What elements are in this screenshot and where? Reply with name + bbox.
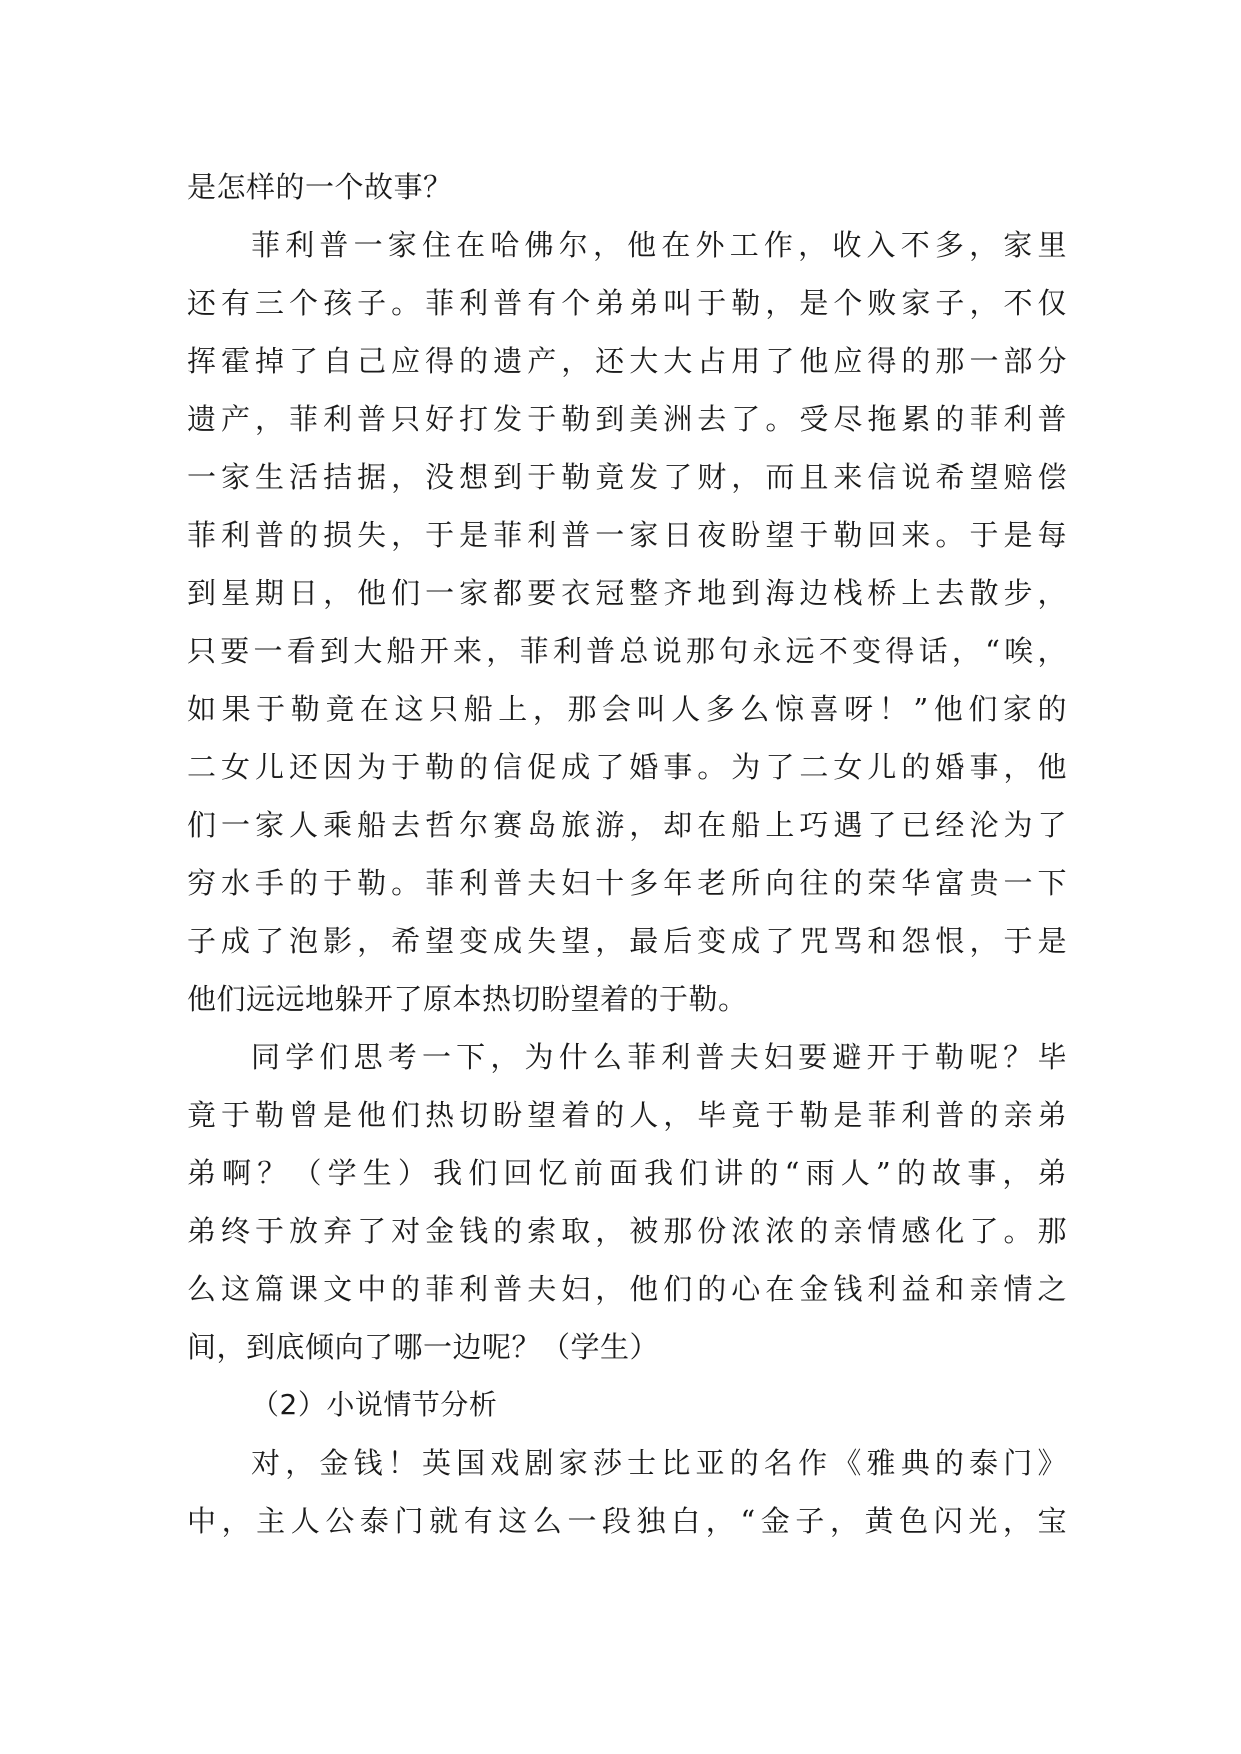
text-line: 弟啊？（学生）我们回忆前面我们讲的“雨人”的故事，弟: [187, 1156, 1067, 1190]
paragraph-first-line: 菲利普一家住在哈佛尔，他在外工作，收入不多，家里: [251, 228, 1067, 262]
text-line: 一家生活拮据，没想到于勒竟发了财，而且来信说希望赔偿: [187, 460, 1067, 494]
text-line: 弟终于放弃了对金钱的索取，被那份浓浓的亲情感化了。那: [187, 1214, 1067, 1248]
section-heading: （2）小说情节分析: [251, 1388, 498, 1421]
body-text: [187, 158, 1067, 1550]
paragraph-first-line: 同学们思考一下，为什么菲利普夫妇要避开于勒呢？毕: [251, 1040, 1067, 1074]
text-line: 竟于勒曾是他们热切盼望着的人，毕竟于勒是菲利普的亲弟: [187, 1098, 1067, 1132]
text-line: 他们远远地躲开了原本热切盼望着的于勒。: [187, 982, 748, 1016]
text-line: 到星期日，他们一家都要衣冠整齐地到海边栈桥上去散步，: [187, 576, 1067, 610]
text-line: 只要一看到大船开来，菲利普总说那句永远不变得话，“唉，: [187, 634, 1067, 668]
text-line: 还有三个孩子。菲利普有个弟弟叫于勒，是个败家子，不仅: [187, 286, 1067, 320]
text-line: 子成了泡影，希望变成失望，最后变成了咒骂和怨恨，于是: [187, 924, 1067, 958]
text-line: 遗产，菲利普只好打发于勒到美洲去了。受尽拖累的菲利普: [187, 402, 1067, 436]
text-line: 如果于勒竟在这只船上，那会叫人多么惊喜呀！”他们家的: [187, 692, 1067, 726]
text-line: 么这篇课文中的菲利普夫妇，他们的心在金钱利益和亲情之: [187, 1272, 1067, 1306]
text-line: 是怎样的一个故事？: [187, 170, 453, 204]
text-line: 间，到底倾向了哪一边呢？（学生）: [187, 1330, 660, 1364]
paragraph-first-line: 对，金钱！英国戏剧家莎士比亚的名作《雅典的泰门》: [251, 1446, 1067, 1480]
text-line: 挥霍掉了自己应得的遗产，还大大占用了他应得的那一部分: [187, 344, 1067, 378]
text-line: 菲利普的损失，于是菲利普一家日夜盼望于勒回来。于是每: [187, 518, 1067, 552]
text-line: 们一家人乘船去哲尔赛岛旅游，却在船上巧遇了已经沦为了: [187, 808, 1067, 842]
text-line: 中，主人公泰门就有这么一段独白，“金子，黄色闪光，宝: [187, 1504, 1067, 1538]
text-line: 穷水手的于勒。菲利普夫妇十多年老所向往的荣华富贵一下: [187, 866, 1067, 900]
text-line: 二女儿还因为于勒的信促成了婚事。为了二女儿的婚事，他: [187, 750, 1067, 784]
